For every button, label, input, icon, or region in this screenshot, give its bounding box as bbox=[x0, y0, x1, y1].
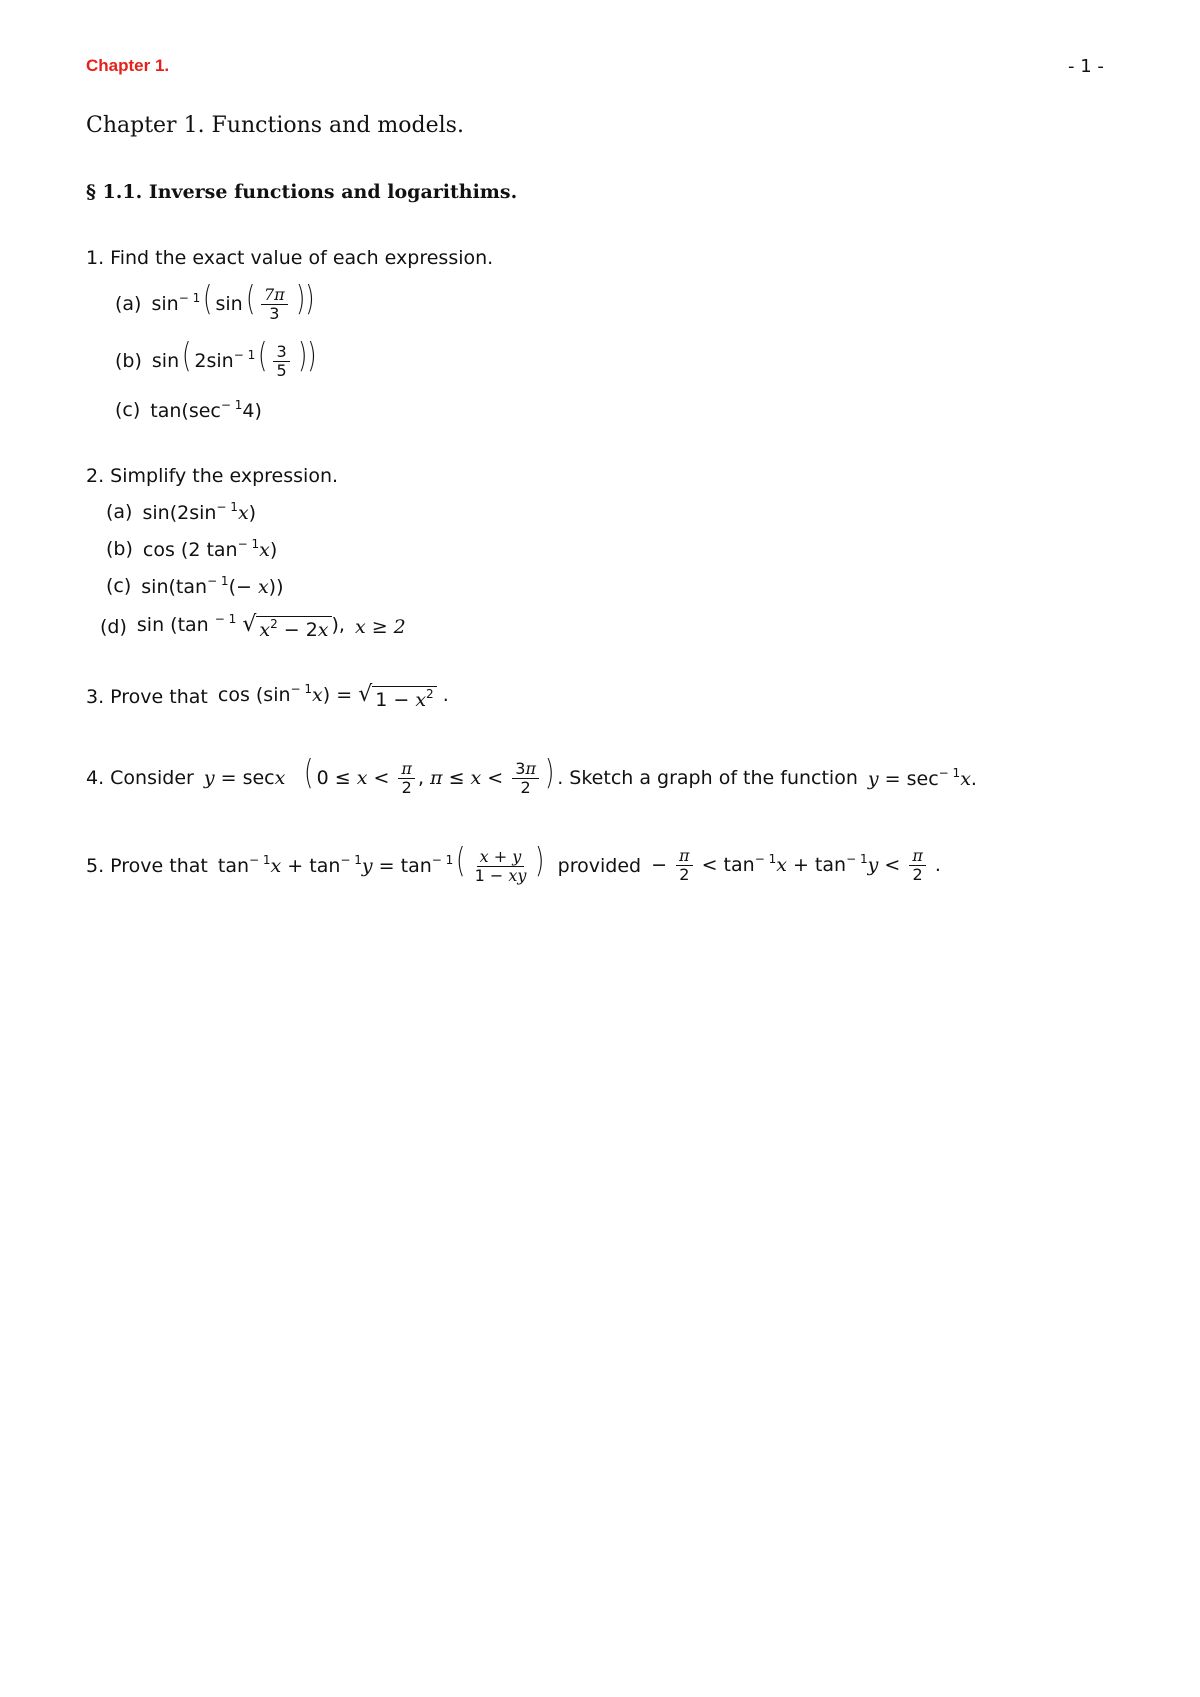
problem-5-condition: − $\frac{\pi}{2}$ < $\tan^{- 1}x + \tan^{- 1}y$ < $\frac{\pi}{2}$ . bbox=[651, 846, 941, 884]
problem-4 bbox=[86, 753, 977, 797]
problem-2d-condition: x ≥ 2 bbox=[354, 615, 406, 638]
problem-3-prompt: 3. Prove that bbox=[86, 685, 208, 708]
problem-2a-label: (a) bbox=[106, 501, 133, 523]
fraction: $\frac{\pi}{2}$ bbox=[398, 760, 415, 797]
problem-1a-expression: $\sin^{- 1}$( sin( $\frac{7\pi}{3}$ )) bbox=[151, 279, 315, 323]
problem-1b-expression: sin( $2\sin^{- 1}$( $\frac{3}{5}$ )) bbox=[151, 336, 317, 380]
chapter-header-label: Chapter 1. bbox=[86, 56, 170, 75]
problem-2d-label: (d) bbox=[100, 615, 127, 638]
problem-1b-label: (b) bbox=[115, 349, 142, 372]
problem-2a-expression: $\sin(2\sin^{- 1}x)$ bbox=[142, 500, 257, 524]
problem-5-identity: $\tan^{- 1}x + \tan^{- 1}y = \tan^{- 1}$( $\frac{x + y}{1 - xy}$ ) bbox=[217, 841, 545, 885]
problem-1b bbox=[115, 336, 321, 380]
square-root: √ $1 - x^2$ bbox=[358, 682, 436, 711]
problem-2c-expression: $\sin(\tan^{- 1}(- x))$ bbox=[141, 574, 284, 598]
page-number: - 1 - bbox=[1068, 56, 1104, 77]
problem-1a bbox=[115, 279, 319, 323]
problem-4-inverse-function: $y = \sec^{- 1}x$. bbox=[867, 765, 977, 790]
problem-5-prompt: 5. Prove that bbox=[86, 854, 208, 877]
problem-4-prompt: 4. Consider bbox=[86, 766, 194, 789]
problem-5-provided: provided bbox=[557, 854, 642, 877]
problem-2c bbox=[106, 574, 284, 598]
problem-3-expression: $\cos (\sin^{- 1}x)$ = √ $1 - x^2$ . bbox=[217, 682, 449, 711]
problem-1c-expression: $\tan(\sec^{- 1}4)$ bbox=[150, 398, 262, 422]
problem-2d-expression: sin (tan $^{- 1}$ √ $x^2 - 2x$ ), bbox=[136, 612, 345, 641]
problem-2b bbox=[106, 537, 277, 561]
square-root: √ $x^2 - 2x$ bbox=[242, 612, 331, 641]
problem-2d bbox=[100, 612, 406, 641]
problem-1c-label: (c) bbox=[115, 399, 141, 421]
fraction: $\frac{3\pi}{2}$ bbox=[512, 760, 539, 797]
problem-1c bbox=[115, 398, 262, 422]
problem-4-domain: ( 0 ≤ x < $\frac{\pi}{2}$ , π ≤ x < $\frac{3\pi}{2}$ ) bbox=[304, 753, 555, 797]
fraction: $\frac{3}{5}$ bbox=[273, 343, 289, 380]
problem-2a bbox=[106, 500, 256, 524]
problem-1a-label: (a) bbox=[115, 292, 142, 315]
fraction: $\frac{x + y}{1 - xy}$ bbox=[474, 847, 527, 885]
problem-2-prompt: 2. Simplify the expression. bbox=[86, 465, 339, 487]
problem-5 bbox=[86, 841, 941, 885]
problem-2b-expression: cos (2 $\tan^{- 1}x$) bbox=[142, 537, 278, 561]
problem-4-function: y = secx bbox=[203, 766, 286, 789]
problem-4-sketch-text: . Sketch a graph of the function bbox=[557, 766, 858, 789]
problem-2c-label: (c) bbox=[106, 575, 132, 597]
problem-1-prompt: 1. Find the exact value of each expression. bbox=[86, 247, 494, 269]
fraction: $\frac{\pi}{2}$ bbox=[909, 847, 926, 884]
fraction: $\frac{7\pi}{3}$ bbox=[261, 286, 288, 323]
problem-3 bbox=[86, 682, 449, 711]
problem-2b-label: (b) bbox=[106, 538, 133, 560]
page-title: Chapter 1. Functions and models. bbox=[86, 113, 464, 138]
section-heading: § 1.1. Inverse functions and logarithims. bbox=[86, 181, 518, 203]
fraction: $\frac{\pi}{2}$ bbox=[676, 847, 693, 884]
